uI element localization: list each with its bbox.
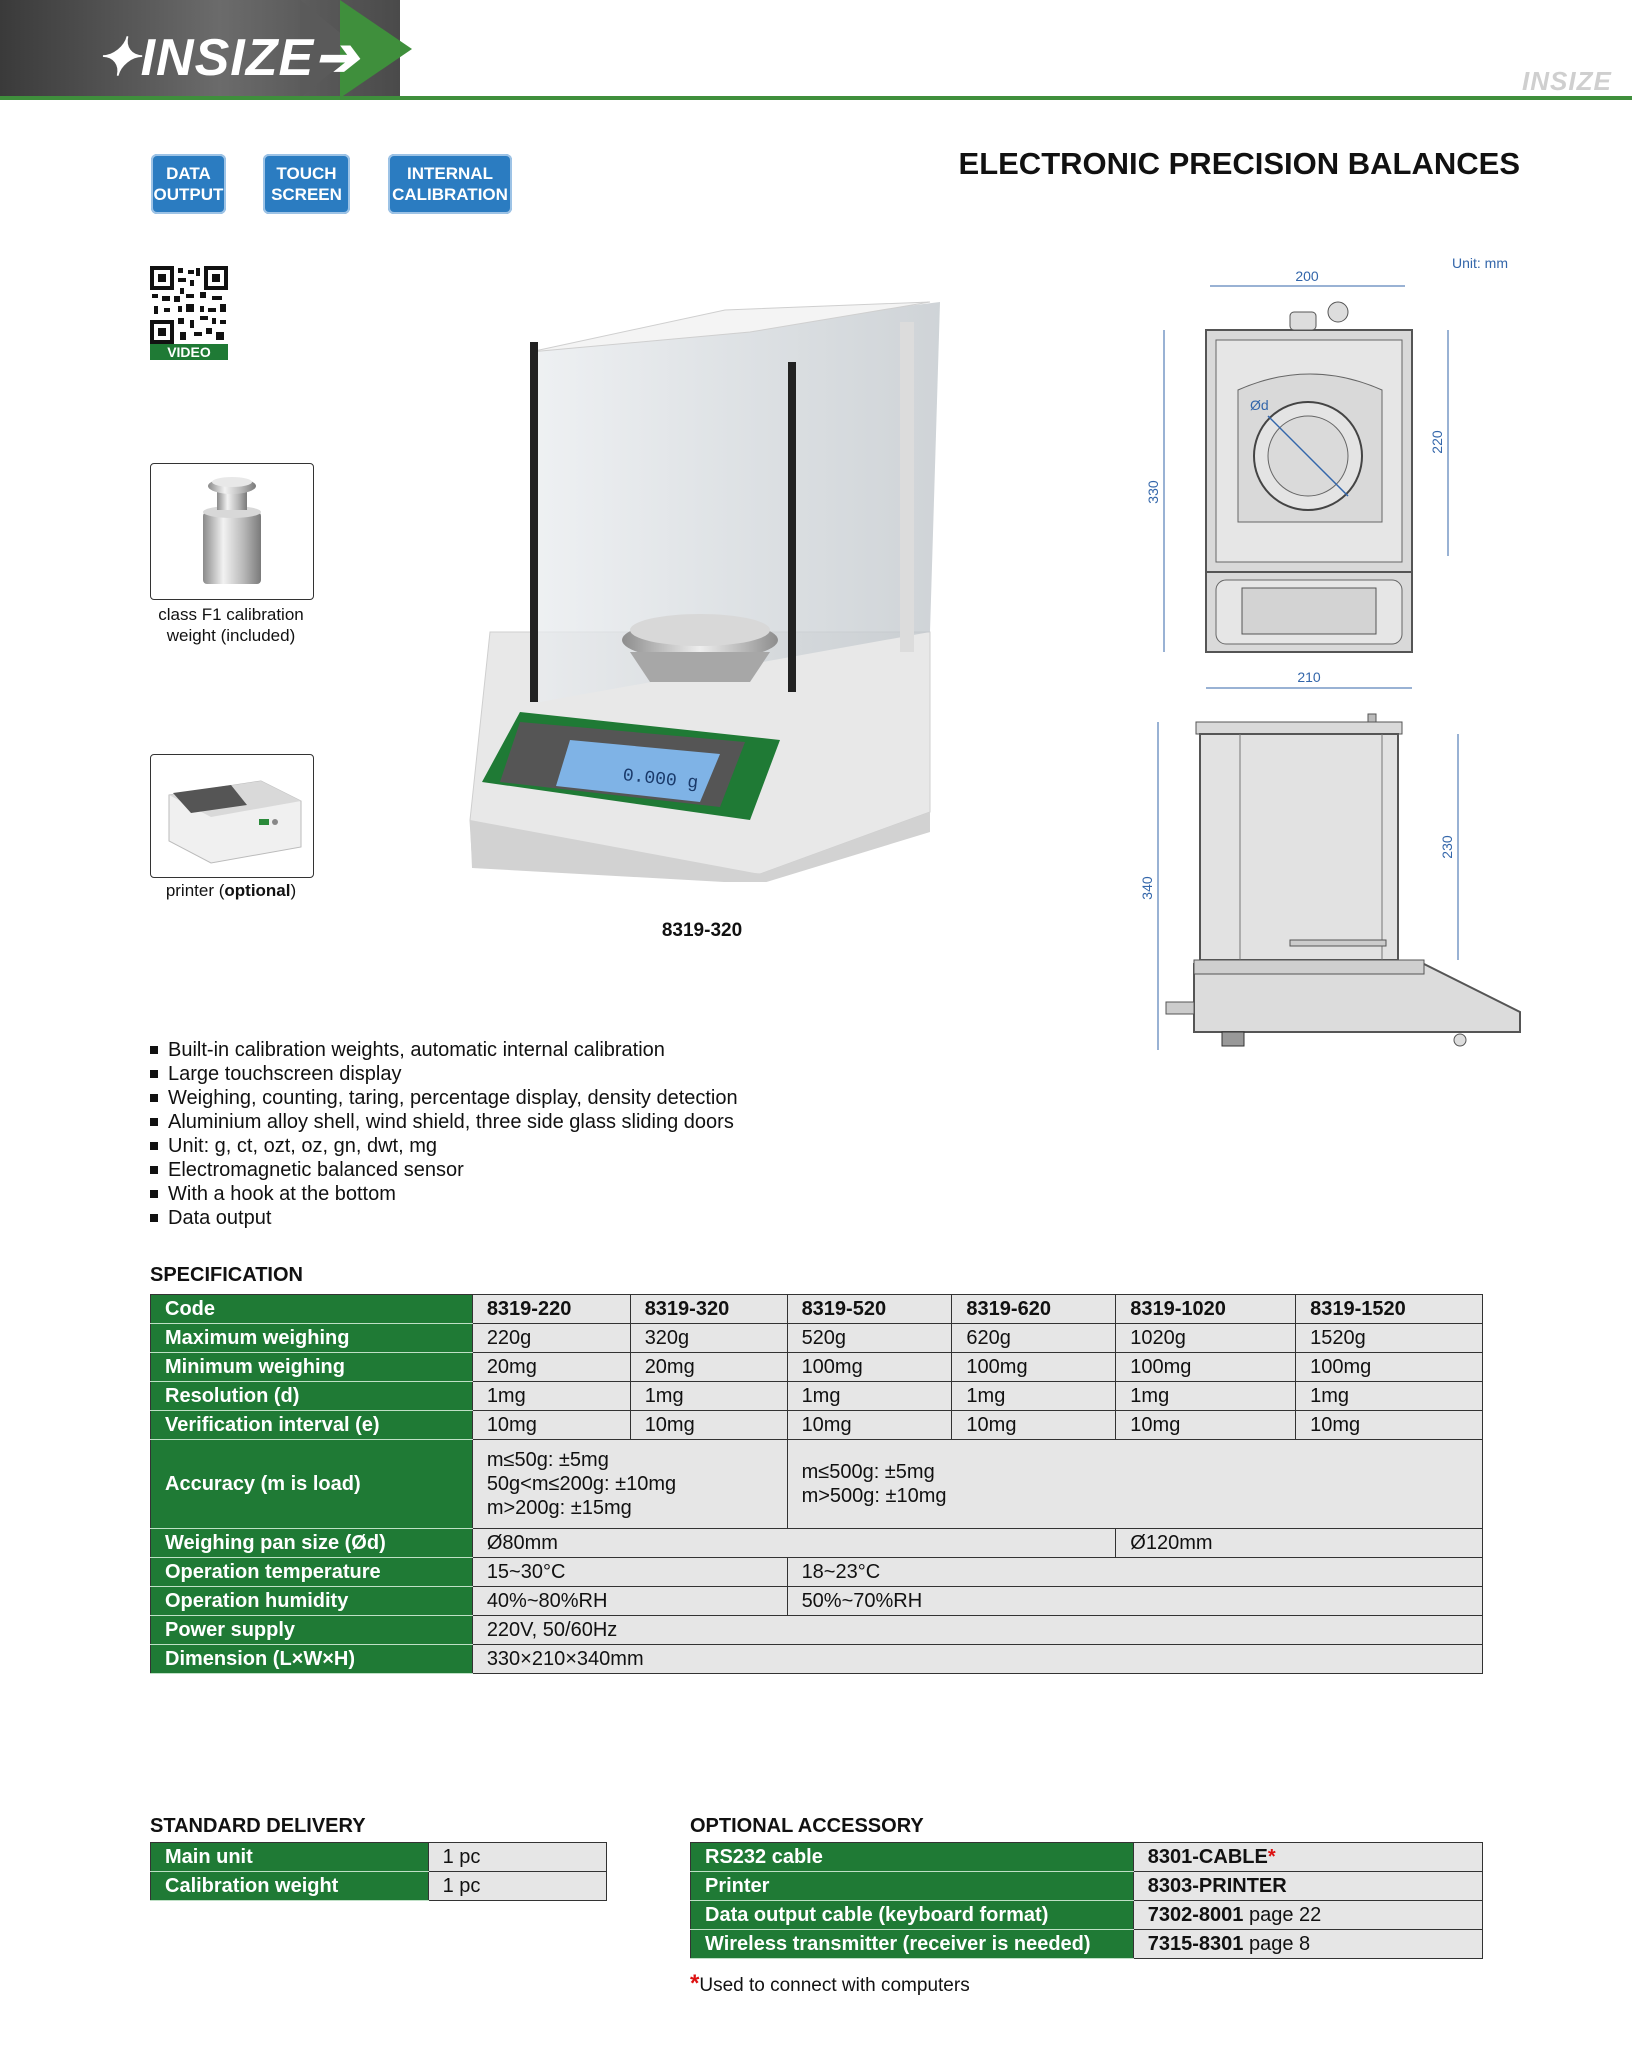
- table-row: Verification interval (e) 10mg 10mg 10mg 10mg 10mg 10mg: [151, 1411, 1483, 1440]
- dim-200: 200: [1295, 268, 1319, 284]
- row-label: Minimum weighing: [151, 1353, 473, 1382]
- table-row: Operation humidity 40%~80%RH 50%~70%RH: [151, 1587, 1483, 1616]
- footnote: *Used to connect with computers: [690, 1970, 970, 1997]
- table-row: Calibration weight 1 pc: [151, 1872, 607, 1901]
- product-model-label: 8319-320: [661, 920, 743, 941]
- display-reading: 0.000 g: [621, 766, 700, 794]
- product-image: [460, 272, 940, 882]
- brand-logo-small: INSIZE: [1522, 66, 1612, 96]
- row-label: Verification interval (e): [151, 1411, 473, 1440]
- specification-heading: SPECIFICATION: [150, 1264, 303, 1286]
- table-row: Maximum weighing 220g 320g 520g 620g 1020g 1520g: [151, 1324, 1483, 1353]
- standard-delivery-table: [150, 1842, 607, 1901]
- dim-230: 230: [1439, 835, 1455, 859]
- table-row: Power supply 220V, 50/60Hz: [151, 1616, 1483, 1645]
- badge-internal-calibration: INTERNAL CALIBRATION: [388, 154, 512, 214]
- row-label: Weighing pan size (Ød): [151, 1529, 473, 1558]
- row-label: Power supply: [151, 1616, 473, 1645]
- unit-label: Unit: mm: [1452, 255, 1508, 271]
- table-row: Dimension (L×W×H) 330×210×340mm: [151, 1645, 1483, 1674]
- qr-video-label: VIDEO: [167, 344, 211, 360]
- feature-item: Unit: g, ct, ozt, oz, gn, dwt, mg: [150, 1134, 738, 1158]
- feature-item: Data output: [150, 1206, 738, 1230]
- calibration-weight-image: [150, 463, 314, 600]
- feature-item: Electromagnetic balanced sensor: [150, 1158, 738, 1182]
- row-label: Dimension (L×W×H): [151, 1645, 473, 1674]
- brand-logo: ✦INSIZE➔: [96, 29, 359, 87]
- optional-accessory-table: [690, 1842, 1483, 1959]
- table-row: Data output cable (keyboard format) 7302-8001 page 22: [691, 1901, 1483, 1930]
- table-row: Minimum weighing 20mg 20mg 100mg 100mg 100mg 100mg: [151, 1353, 1483, 1382]
- header-rule: [0, 96, 1632, 100]
- badge-touch-screen: TOUCH SCREEN: [263, 154, 350, 214]
- dim-330: 330: [1145, 480, 1161, 504]
- specification-table: [150, 1294, 1483, 1674]
- feature-item: Weighing, counting, taring, percentage display, density detection: [150, 1086, 738, 1110]
- table-row: Code 8319-220 8319-320 8319-520 8319-620 8319-1020 8319-1520: [151, 1295, 1483, 1324]
- row-label: Accuracy (m is load): [151, 1440, 473, 1529]
- table-row: Main unit 1 pc: [151, 1843, 607, 1872]
- feature-list: [150, 1038, 738, 1230]
- table-row: Printer 8303-PRINTER: [691, 1872, 1483, 1901]
- row-label: Code: [151, 1295, 473, 1324]
- row-label: Maximum weighing: [151, 1324, 473, 1353]
- dim-340: 340: [1139, 876, 1155, 900]
- table-row: Accuracy (m is load) m≤50g: ±5mg 50g<m≤200g: ±10mg m>200g: ±15mg m≤500g: ±5mg m>500g: ±10mg: [151, 1440, 1483, 1529]
- dim-220: 220: [1429, 430, 1445, 454]
- optional-accessory-heading: OPTIONAL ACCESSORY: [690, 1815, 924, 1837]
- row-label: Operation temperature: [151, 1558, 473, 1587]
- printer-image: [150, 754, 314, 878]
- printer-caption: printer (optional): [165, 881, 297, 900]
- table-row: Resolution (d) 1mg 1mg 1mg 1mg 1mg 1mg: [151, 1382, 1483, 1411]
- table-row: Weighing pan size (Ød) Ø80mm Ø120mm: [151, 1529, 1483, 1558]
- feature-item: Aluminium alloy shell, wind shield, three side glass sliding doors: [150, 1110, 738, 1134]
- feature-item: Built-in calibration weights, automatic internal calibration: [150, 1038, 738, 1062]
- pan-diameter-label: Ød: [1250, 397, 1269, 413]
- feature-item: With a hook at the bottom: [150, 1182, 738, 1206]
- row-label: Operation humidity: [151, 1587, 473, 1616]
- page-title: ELECTRONIC PRECISION BALANCES: [958, 146, 1520, 181]
- badge-data-output: DATA OUTPUT: [151, 154, 226, 214]
- calibration-weight-caption: class F1 calibration weight (included): [158, 605, 304, 645]
- qr-code[interactable]: [150, 266, 228, 360]
- row-label: Resolution (d): [151, 1382, 473, 1411]
- table-row: RS232 cable 8301-CABLE*: [691, 1843, 1483, 1872]
- standard-delivery-heading: STANDARD DELIVERY: [150, 1815, 366, 1837]
- asterisk-mark: *: [1267, 1845, 1276, 1868]
- dimension-drawing: [1130, 250, 1530, 1070]
- table-row: Wireless transmitter (receiver is needed) 7315-8301 page 8: [691, 1930, 1483, 1959]
- dim-210: 210: [1297, 669, 1321, 685]
- feature-item: Large touchscreen display: [150, 1062, 738, 1086]
- table-row: Operation temperature 15~30°C 18~23°C: [151, 1558, 1483, 1587]
